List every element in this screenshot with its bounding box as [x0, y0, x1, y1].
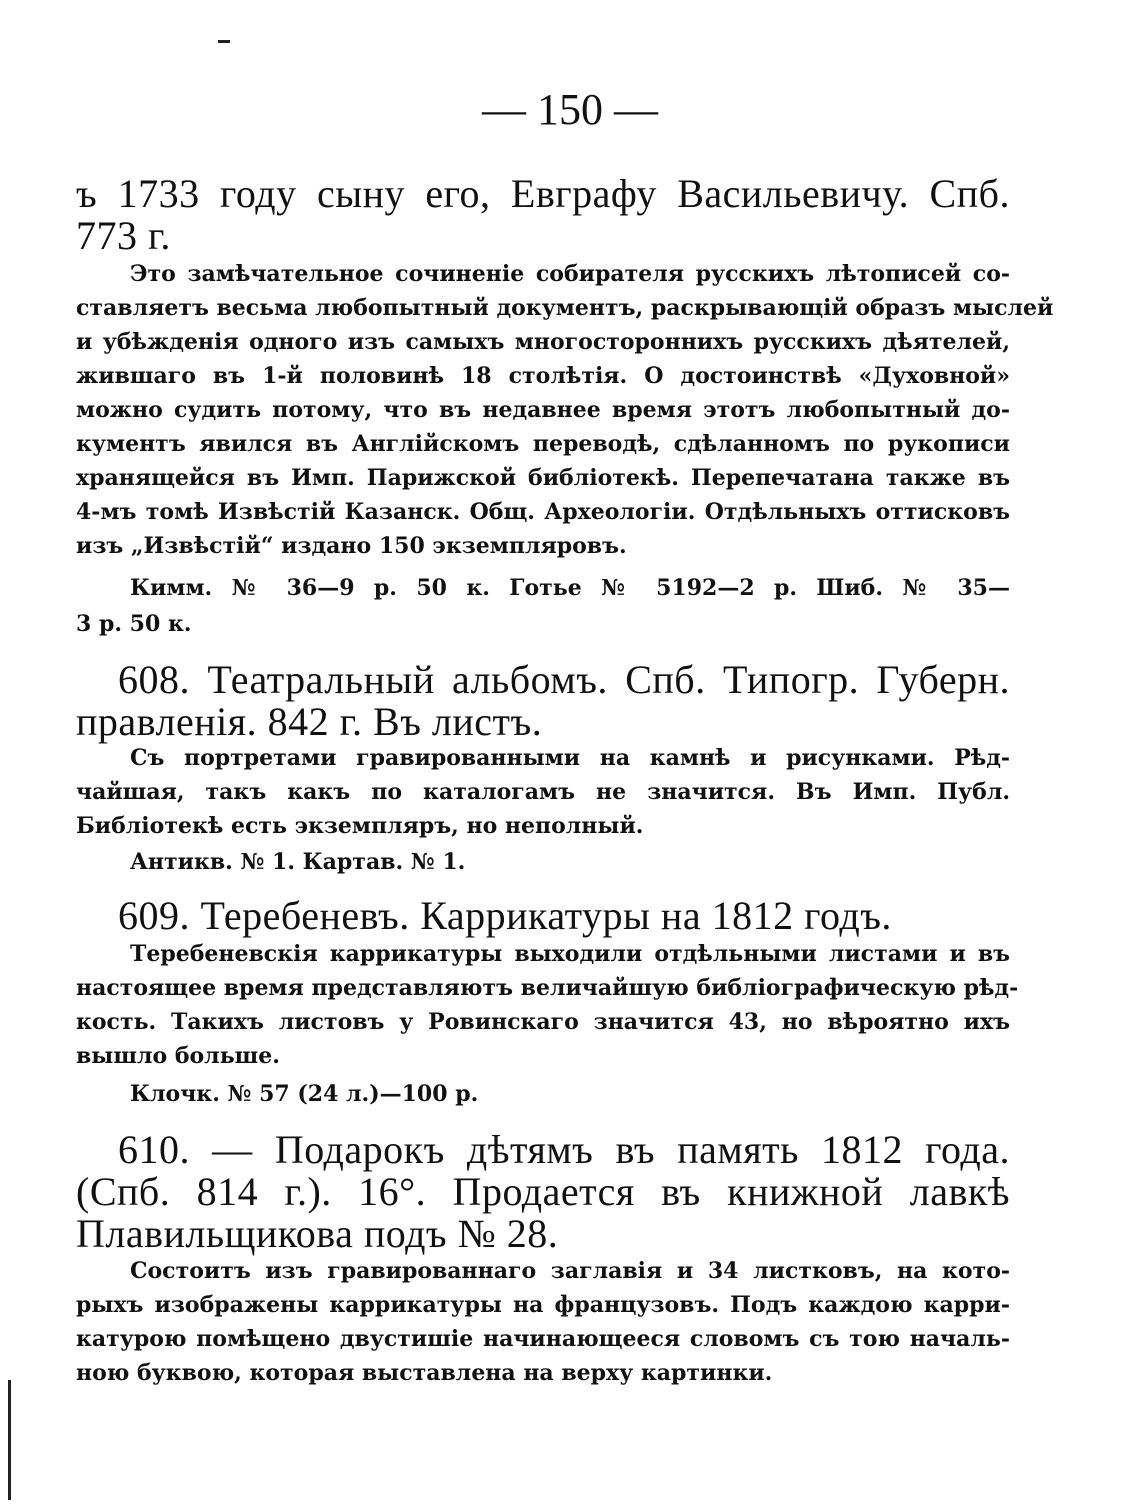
entry-608-title-line: правленія. 842 г. Въ листъ. [76, 699, 543, 744]
entry-610-title-line: Плавильщикова подъ № 28. [76, 1211, 559, 1256]
intro-line-1: ъ 1733 году сыну его, Евграфу Васильевичу. Спб. [76, 171, 1010, 216]
entry-608-desc-line: Библіотекѣ есть экземпляръ, но неполный. [76, 813, 644, 839]
intro-desc-line: ставляетъ весьма любопытный документъ, раскрывающій образъ мыслей [76, 295, 1054, 321]
entry-610-title-line: (Спб. 814 г.). 16°. Продается въ книжной лавкѣ [76, 1169, 1010, 1214]
intro-desc-line: кументъ явился въ Англійскомъ переводѣ, сдѣланномъ по рукописи [76, 431, 1010, 457]
intro-desc-line: можно судить потому, что въ недавнее время этотъ любопытный до- [76, 397, 1010, 423]
entry-609-desc-line: Теребеневскія каррикатуры выходили отдѣльными листами и въ [130, 941, 1010, 967]
entry-610-desc-line: Состоитъ изъ гравированнаго заглавія и 34 листковъ, на кото- [130, 1258, 1010, 1284]
intro-prices-line: Кимм. № 36—9 р. 50 к. Готье № 5192—2 р. Шиб. № 35— [130, 575, 1010, 601]
scan-edge-line [8, 1380, 11, 1500]
intro-desc-line: и убѣжденія одного изъ самыхъ многостороннихъ русскихъ дѣятелей, [76, 329, 1010, 355]
entry-609-title: 609. Теребеневъ. Каррикатуры на 1812 годъ. [118, 893, 892, 938]
page-number: — 150 — [482, 85, 658, 134]
entry-610-desc-line: катурою помѣщено двустишіе начинающееся словомъ съ тою началь- [76, 1326, 1010, 1352]
entry-609-desc-line: настоящее время представляютъ величайшую библіографическую рѣд- [76, 975, 1019, 1001]
intro-line-2: 773 г. [76, 213, 171, 258]
entry-610-desc-line: ною буквою, которая выставлена на верху картинки. [76, 1360, 773, 1386]
intro-desc-line: хранящейся въ Имп. Парижской библіотекѣ. Перепечатана также въ [76, 465, 1010, 491]
entry-609-desc-line: вышло больше. [76, 1043, 280, 1069]
entry-608-desc-line: чайшая, такъ какъ по каталогамъ не значится. Въ Имп. Публ. [76, 779, 1010, 805]
entry-608-desc-line: Съ портретами гравированными на камнѣ и рисунками. Рѣд- [130, 745, 1010, 771]
intro-prices-line: 3 р. 50 к. [76, 611, 192, 637]
entry-608-title-line: 608. Театральный альбомъ. Спб. Типогр. Губерн. [118, 657, 1010, 702]
intro-desc-line: 4-мъ томѣ Извѣстій Казанск. Общ. Археологіи. Отдѣльныхъ оттисковъ [76, 499, 1010, 525]
intro-desc-line: изъ „Извѣстій“ издано 150 экземпляровъ. [76, 533, 627, 559]
entry-608-prices: Антикв. № 1. Картав. № 1. [130, 849, 466, 875]
intro-desc-line: Это замѣчательное сочиненіе собирателя русскихъ лѣтописей со- [130, 261, 1010, 287]
entry-610-desc-line: рыхъ изображены каррикатуры на французовъ. Подъ каждою карри- [76, 1292, 1010, 1318]
entry-609-prices: Клочк. № 57 (24 л.)—100 р. [130, 1081, 479, 1107]
scan-speck [218, 40, 230, 43]
entry-609-desc-line: кость. Такихъ листовъ у Ровинскаго значится 43, но вѣроятно ихъ [76, 1009, 1010, 1035]
entry-610-title-line: 610. — Подарокъ дѣтямъ въ память 1812 года. [118, 1127, 1010, 1172]
intro-desc-line: жившаго въ 1-й половинѣ 18 столѣтія. О достоинствѣ «Духовной» [76, 363, 1010, 389]
